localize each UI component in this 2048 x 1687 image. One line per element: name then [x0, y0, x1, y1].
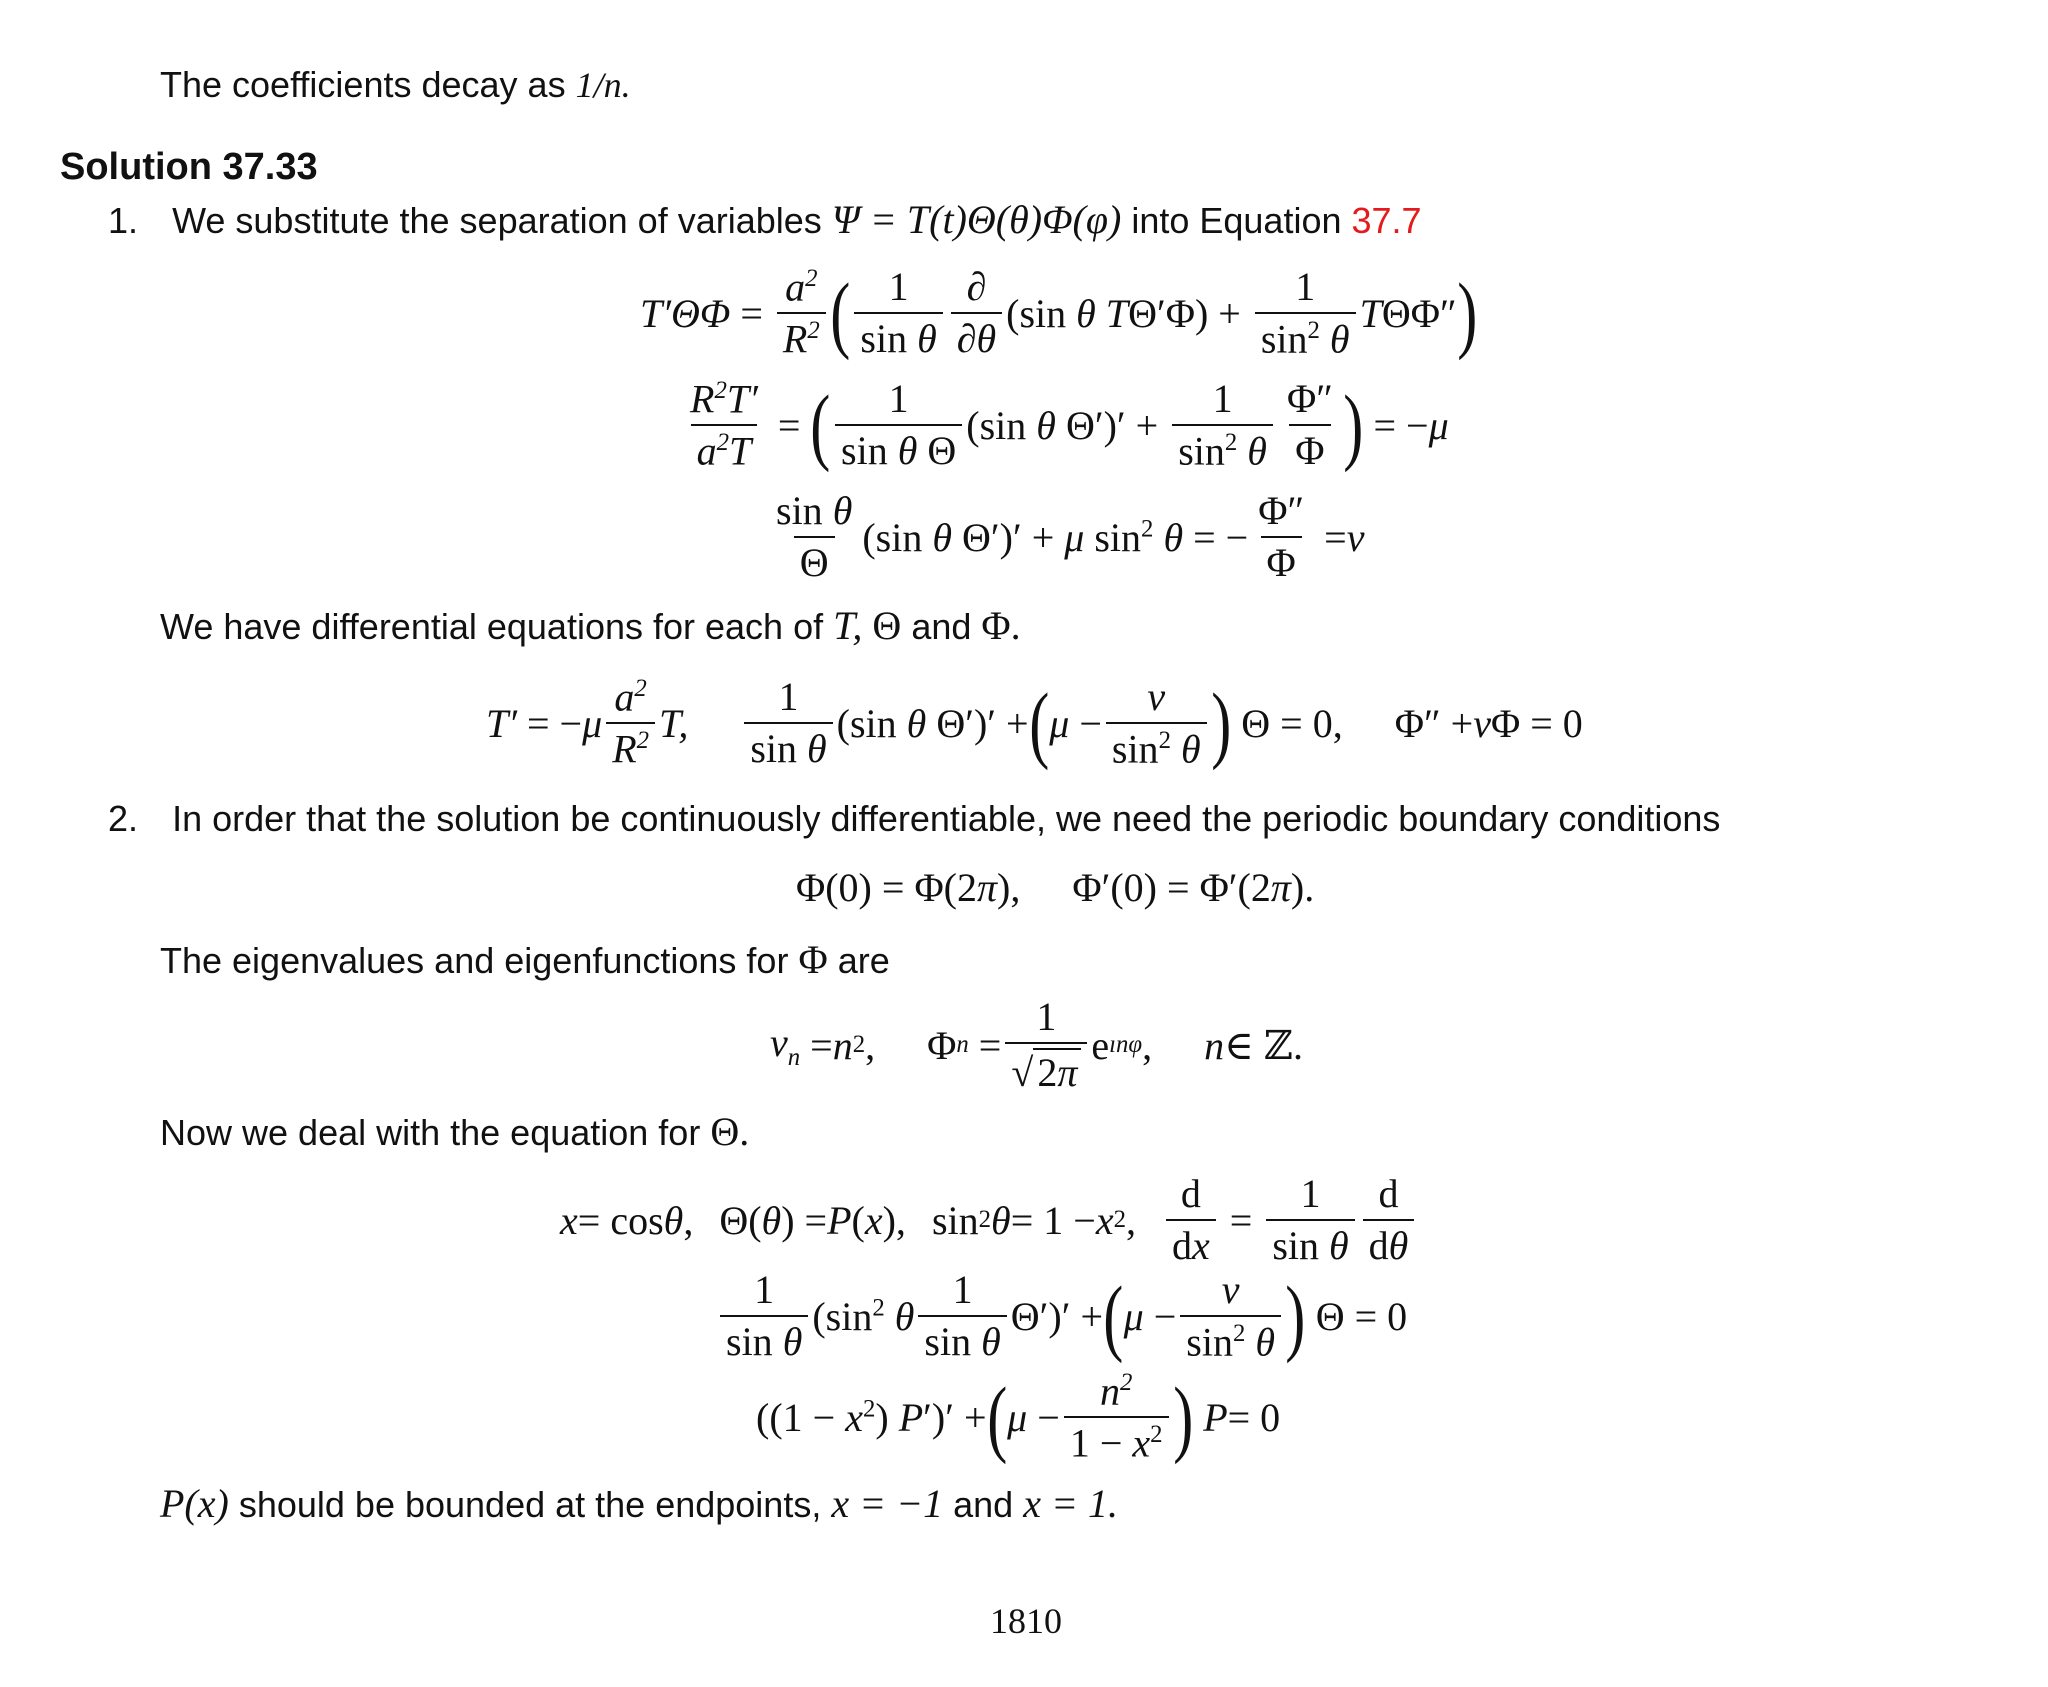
item-2-marker: 2. [108, 798, 139, 839]
item-1-marker: 1. [108, 200, 139, 241]
math-x-one: x = 1. [1023, 1481, 1118, 1526]
paragraph-differential-and: and [911, 606, 972, 647]
paragraph-bounded-and: and [953, 1484, 1014, 1525]
math-Px: P(x) [160, 1481, 229, 1526]
math-Phi: Φ. [981, 603, 1021, 648]
item-2-text: In order that the solution be continuously differentiable, we need the periodic boundary conditions [172, 798, 1721, 839]
equation-1b: $\frac{R^2T'}{a^2T}$ = ( $\frac{1}{\text{sin θ Θ}}$ (sin θ Θ′)′ + $\frac{1}{\sin^2 \theta}$ $\frac{\Phi''}{\Phi}$ ) = − μ [690, 375, 1449, 474]
equation-boundary: Φ(0) = Φ(2 π ), Φ′(0) = Φ′(2 π ). [796, 864, 1315, 910]
item-1-text: We substitute the separation of variables [172, 200, 822, 241]
math-x-minus-one: x = −1 [831, 1481, 944, 1526]
equation-substitution: x = cos θ , Θ( θ ) = P ( x ), sin 2 θ = 1 − x 2 , $\frac{d}{dx}$ = $\frac{1}{\text{sin θ}}$ $\frac{d}{d\theta}$ [560, 1170, 1418, 1270]
item-1-math: Ψ = T(t)Θ(θ)Φ(φ) [831, 197, 1122, 242]
math-Theta: Θ [872, 603, 902, 648]
intro-text: The coefficients decay as [160, 64, 566, 105]
paragraph-differential [160, 602, 1021, 649]
math-Phi-eigen: Φ [798, 937, 828, 982]
paragraph-eigen-are: are [837, 940, 890, 981]
paragraph-theta [160, 1108, 749, 1155]
equation-1c: $\frac{\text{sin θ}}{\Theta}$ (sin θ Θ′)′ + μ $\sin^2 \theta$ = − $\frac{\Phi''}{\Phi}$ = ν [776, 488, 1365, 585]
paragraph-differential-text: We have differential equations for each of [160, 606, 824, 647]
equation-reference-link[interactable]: 37.7 [1351, 200, 1422, 241]
math-Theta-deal: Θ. [710, 1109, 750, 1154]
intro-line [160, 64, 631, 106]
solution-heading: Solution 37.33 [60, 146, 318, 188]
paragraph-bounded [160, 1480, 1118, 1527]
equation-legendre: ($(1 - x^2)$ P′)′ + ( μ − $\frac{n^2}{1 - x^2}$ ) P = 0 [756, 1368, 1281, 1466]
item-2 [108, 798, 1720, 840]
math-T: T, [833, 603, 863, 648]
equation-1a: T′ΘΦ = $\frac{a^2}{R^2}$ ( $\frac{1}{\text{sin θ}}$ $\frac{\partial}{\partial\theta}$ (sin θ TΘ′Φ) + $\frac{1}{\sin^2 \theta}$ T ΘΦ″ ) [640, 263, 1477, 362]
item-1-text-after: into Equation [1131, 200, 1342, 241]
paragraph-eigen-text: The eigenvalues and eigenfunctions for [160, 940, 789, 981]
paragraph-bounded-text: should be bounded at the endpoints, [238, 1484, 822, 1525]
equation-eigen: $\nu_n$ = n 2 , Φ n = 1 √ 2π e ınφ , n ∈ ℤ. [770, 994, 1303, 1095]
page-number: 1810 [990, 1601, 1062, 1641]
intro-math: 1/n. [575, 65, 631, 105]
equation-2: T′ = − μ $\frac{a^2}{R^2}$ T, $\frac{1}{\text{sin θ}}$ (sin θ Θ′)′ + ( μ − $\frac{\nu}{\sin^2 \theta}$ ) Θ = 0, Φ″ + ν Φ = 0 [486, 673, 1583, 772]
paragraph-theta-text: Now we deal with the equation for [160, 1112, 701, 1153]
equation-theta-transformed: $\frac{1}{\text{sin θ}}$ ($\sin^2$ θ $\frac{1}{\text{sin θ}}$ Θ′)′ + ( μ − $\frac{\nu}{\sin^2 \theta}$ ) Θ = 0 [716, 1266, 1407, 1366]
paragraph-eigen [160, 936, 890, 983]
item-1 [108, 196, 1422, 243]
